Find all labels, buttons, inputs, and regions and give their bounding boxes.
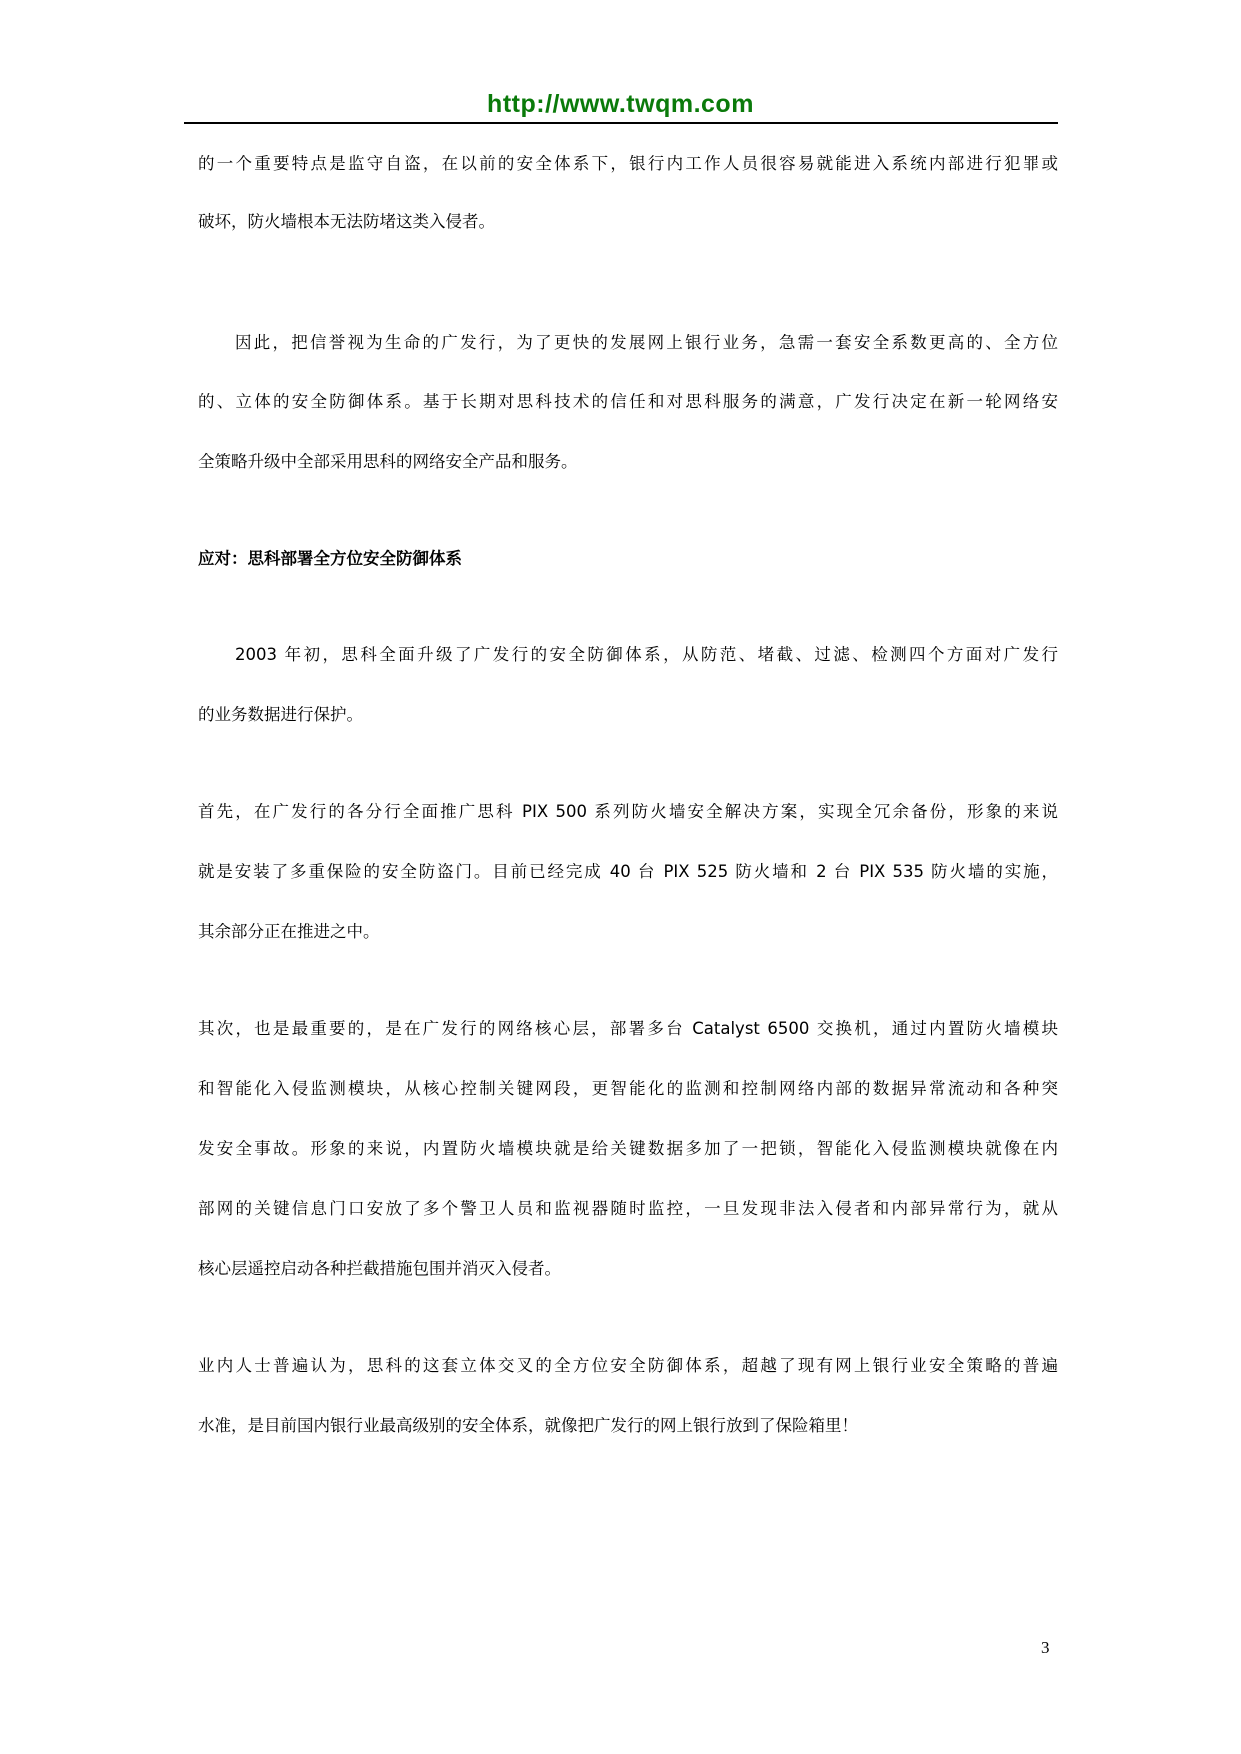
text-line: 的一个重要特点是监守自盗，在以前的安全体系下，银行内工作人员很容易就能进入系统内部进行犯罪或	[198, 154, 1058, 173]
text-line: 破坏，防火墙根本无法防堵这类入侵者。	[198, 212, 495, 231]
text-line: 的业务数据进行保护。	[198, 705, 363, 724]
text-line: 水准，是目前国内银行业最高级别的安全体系，就像把广发行的网上银行放到了保险箱里！	[198, 1416, 858, 1435]
text-line: 和智能化入侵监测模块，从核心控制关键网段，更智能化的监测和控制网络内部的数据异常流动和各种突	[198, 1079, 1058, 1098]
text-line: 核心层遥控启动各种拦截措施包围并消灭入侵者。	[198, 1259, 561, 1278]
text-line: 全策略升级中全部采用思科的网络安全产品和服务。	[198, 452, 578, 471]
header-divider	[184, 122, 1058, 124]
text-line: 业内人士普遍认为，思科的这套立体交叉的全方位安全防御体系，超越了现有网上银行业安全策略的普遍	[198, 1356, 1058, 1375]
text-line: 因此，把信誉视为生命的广发行，为了更快的发展网上银行业务，急需一套安全系数更高的、全方位	[235, 333, 1058, 352]
page-header-url: http://www.twqm.com	[487, 90, 754, 118]
text-line: 的、立体的安全防御体系。基于长期对思科技术的信任和对思科服务的满意，广发行决定在新一轮网络安	[198, 392, 1058, 411]
text-line: 其次，也是最重要的，是在广发行的网络核心层，部署多台 Catalyst 6500 交换机，通过内置防火墙模块	[198, 1019, 1058, 1038]
page-number: 3	[1041, 1638, 1050, 1657]
text-line: 就是安装了多重保险的安全防盗门。目前已经完成 40 台 PIX 525 防火墙和 2 台 PIX 535 防火墙的实施，	[198, 862, 1058, 881]
text-line: 部网的关键信息门口安放了多个警卫人员和监视器随时监控，一旦发现非法入侵者和内部异常行为，就从	[198, 1199, 1058, 1218]
text-line: 首先，在广发行的各分行全面推广思科 PIX 500 系列防火墙安全解决方案，实现全冗余备份，形象的来说	[198, 802, 1058, 821]
section-heading: 应对：思科部署全方位安全防御体系	[198, 549, 462, 568]
text-line: 其余部分正在推进之中。	[198, 922, 380, 941]
text-line: 发安全事故。形象的来说，内置防火墙模块就是给关键数据多加了一把锁，智能化入侵监测模块就像在内	[198, 1139, 1058, 1158]
text-line: 2003 年初，思科全面升级了广发行的安全防御体系，从防范、堵截、过滤、检测四个方面对广发行	[235, 645, 1058, 664]
